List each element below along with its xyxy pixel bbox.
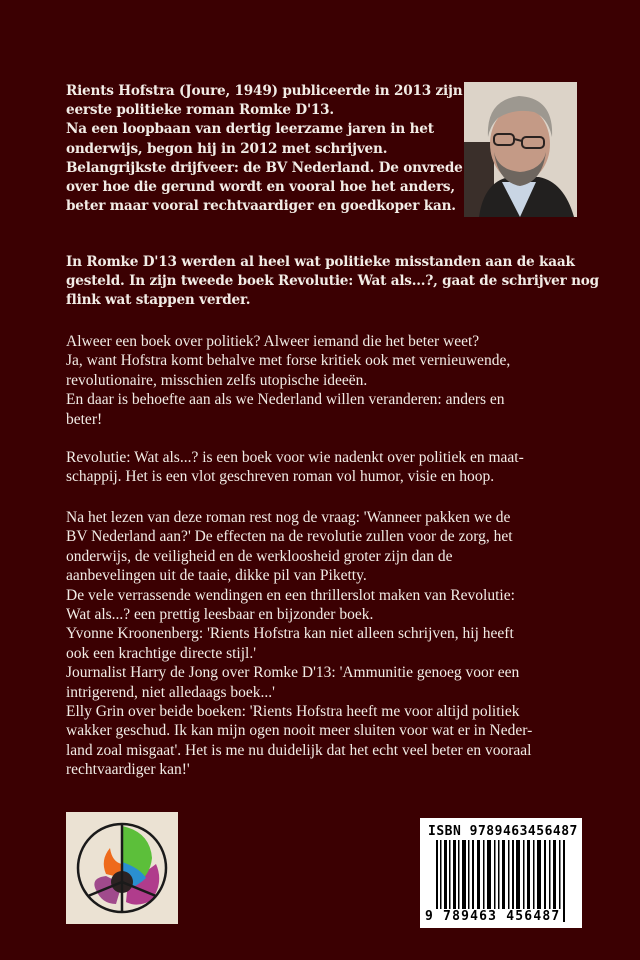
isbn-barcode <box>420 818 582 928</box>
paragraph-line: De vele verrassende wendingen en een thrillerslot maken van Revolutie: <box>66 586 515 604</box>
isbn-label: ISBN 9789463456487 <box>428 824 578 839</box>
bio-line: beter maar vooral rechtvaardiger en goedkoper kan. <box>66 198 456 215</box>
paragraph-line: Journalist Harry de Jong over Romke D'13: 'Ammunitie genoeg voor een <box>66 664 520 682</box>
paragraph-line: En daar is behoefte aan als we Nederland willen veranderen: anders en <box>66 391 505 409</box>
paragraph-line: wakker geschud. Ik kan mijn ogen nooit meer sluiten voor wat er in Neder- <box>66 722 533 740</box>
author-photo <box>464 82 577 217</box>
paragraph-line: Yvonne Kroonenberg: 'Rients Hofstra kan niet alleen schrijven, hij heeft <box>66 625 514 643</box>
paragraph-line: BV Nederland aan?' De effecten na de revolutie zullen voor de zorg, het <box>66 528 513 546</box>
paragraph-line: onderwijs, de veiligheid en de werkloosheid groter zijn dan de <box>66 547 453 565</box>
paragraph-line: revolutionaire, misschien zelfs utopische ideeën. <box>66 371 368 389</box>
paragraph-line: schappij. Het is een vlot geschreven roman vol humor, visie en hoop. <box>66 468 495 486</box>
paragraph-line: ook een krachtige directe stijl.' <box>66 644 257 662</box>
reviews <box>66 508 532 780</box>
bio-line: eerste politieke roman Romke D'13. <box>66 102 334 119</box>
bio-line: Belangrijkste drijfveer: de BV Nederland. De onvrede <box>66 159 463 176</box>
paragraph-line: Alweer een boek over politiek? Alweer iemand die het beter weet? <box>66 333 480 350</box>
paragraph-line: Revolutie: Wat als...? is een boek voor wie nadenkt over politiek en maat- <box>66 449 524 466</box>
bio-line: Rients Hofstra (Joure, 1949) publiceerde in 2013 zijn <box>66 83 463 99</box>
paragraph-line: rechtvaardiger kan!' <box>66 761 190 779</box>
paragraph-line: In Romke D'13 werden al heel wat politieke misstanden aan de kaak <box>66 254 575 270</box>
paragraph-line: Ja, want Hofstra komt behalve met forse kritiek ook met vernieuwende, <box>66 352 511 370</box>
paragraph-line: beter! <box>66 410 103 428</box>
isbn-digits: 9 789463 456487 <box>425 909 561 924</box>
paragraph-line: land zoal misgaat'. Het is me nu duidelijk dat het echt veel beter en vooraal <box>66 741 532 759</box>
paragraph-line: flink wat stappen verder. <box>66 292 251 309</box>
paragraph-line: Na het lezen van deze roman rest nog de vraag: 'Wanneer pakken we de <box>66 509 511 526</box>
bio-line: onderwijs, begon hij in 2012 met schrijven. <box>66 140 388 157</box>
book-pitch <box>66 332 510 429</box>
second-book-intro <box>66 253 599 311</box>
paragraph-line: aanbevelingen uit de taaie, dikke pil van Piketty. <box>66 567 367 585</box>
author-portrait-icon <box>464 82 577 217</box>
bio-line: Na een loopbaan van dertig leerzame jaren in het <box>66 121 434 138</box>
paragraph-line: gesteld. In zijn tweede boek Revolutie: Wat als...?, gaat de schrijver nog <box>66 273 599 290</box>
paragraph-line: Wat als...? een prettig leesbaar en bijzonder boek. <box>66 606 374 624</box>
paragraph-line: Elly Grin over beide boeken: 'Rients Hofstra heeft me voor altijd politiek <box>66 703 520 721</box>
bio-line: over hoe die gerund wordt en vooral hoe het anders, <box>66 179 455 196</box>
peace-flame-icon <box>66 812 178 924</box>
peace-logo <box>66 812 178 924</box>
paragraph-line: intrigerend, niet alledaags boek...' <box>66 683 275 701</box>
author-bio <box>66 82 463 216</box>
book-summary <box>66 448 524 487</box>
